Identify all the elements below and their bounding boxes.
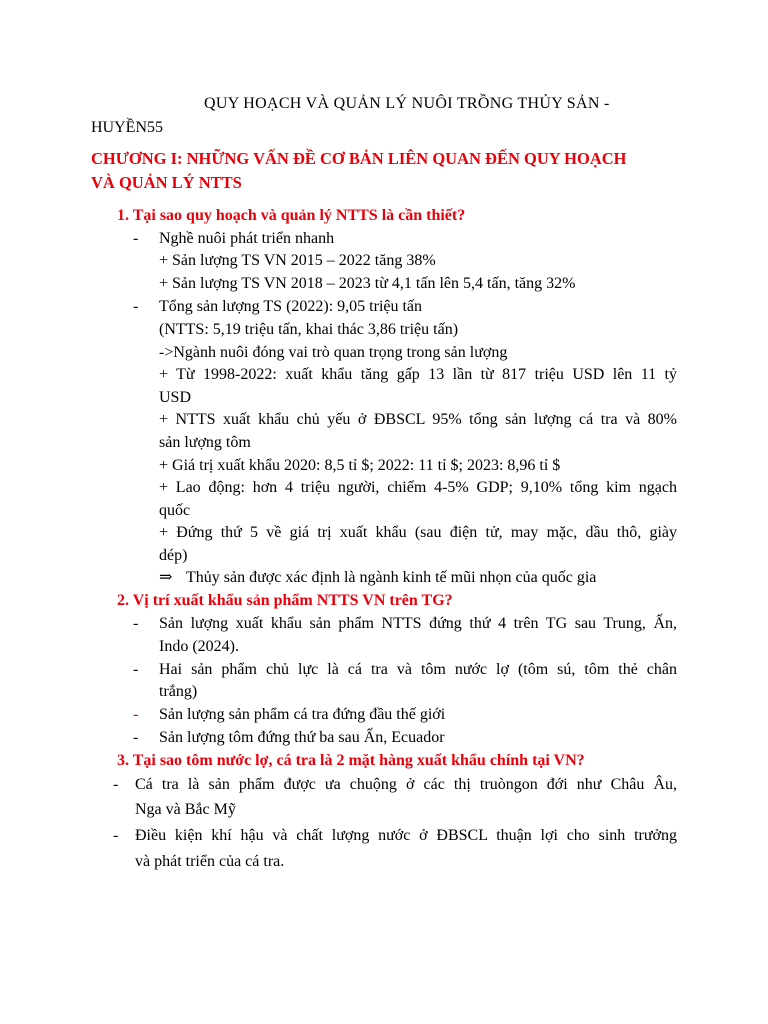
question-1-heading: 1. Tại sao quy hoạch và quản lý NTTS là cần thiết?	[117, 207, 466, 224]
q1-bullet-2-detail-4: + NTTS xuất khẩu chủ yếu ở ĐBSCL 95% tổng sản lượng cá tra và 80%	[159, 411, 677, 428]
chapter-heading-line1: CHƯƠNG I: NHỮNG VẤN ĐỀ CƠ BẢN LIÊN QUAN ĐẾN QUY HOẠCH	[91, 149, 627, 168]
q1-bullet-2: Tổng sản lượng TS (2022): 9,05 triệu tấn	[159, 298, 423, 315]
q1-bullet-2-detail-5: + Giá trị xuất khẩu 2020: 8,5 tỉ $; 2022: 11 tỉ $; 2023: 8,96 tỉ $	[159, 457, 561, 474]
bullet-dash: -	[113, 776, 119, 793]
q1-bullet-2-detail-1: (NTTS: 5,19 triệu tấn, khai thác 3,86 triệu tấn)	[159, 321, 459, 338]
q1-bullet-2-detail-7: + Đứng thứ 5 về giá trị xuất khẩu (sau điện tử, may mặc, dầu thô, giày	[159, 524, 677, 541]
q2-bullet-3: Sản lượng sản phẩm cá tra đứng đầu thế giới	[159, 706, 446, 723]
q3-bullet-2-cont: và phát triển của cá tra.	[135, 853, 285, 870]
bullet-dash: -	[113, 827, 119, 844]
bullet-dash: -	[133, 615, 139, 632]
q2-bullet-2-cont: trắng)	[159, 683, 198, 700]
q1-bullet-2-detail-6: + Lao động: hơn 4 triệu người, chiếm 4-5% GDP; 9,10% tổng kim ngạch	[159, 479, 677, 496]
document-title-line2: HUYỀN55	[91, 119, 163, 136]
q2-bullet-2: Hai sản phẩm chủ lực là cá tra và tôm nước lợ (tôm sú, tôm thẻ chân	[159, 661, 677, 678]
chapter-heading-line2: VÀ QUẢN LÝ NTTS	[91, 173, 242, 192]
bullet-dash: -	[133, 230, 139, 247]
q2-bullet-1-cont: Indo (2024).	[159, 638, 239, 655]
question-2-heading: 2. Vị trí xuất khẩu sản phẩm NTTS VN trên TG?	[117, 592, 453, 609]
q3-bullet-2: Điều kiện khí hậu và chất lượng nước ở ĐBSCL thuận lợi cho sinh trưởng	[135, 827, 677, 844]
q1-bullet-2-detail-6-cont: quốc	[159, 502, 191, 519]
bullet-dash-red: -	[133, 706, 139, 723]
bullet-dash: -	[133, 298, 139, 315]
bullet-dash: -	[133, 661, 139, 678]
q1-bullet-2-detail-3: + Từ 1998-2022: xuất khẩu tăng gấp 13 lần từ 817 triệu USD lên 11 tỷ	[159, 366, 677, 383]
q1-bullet-1-detail-2: + Sản lượng TS VN 2018 – 2023 từ 4,1 tấn lên 5,4 tấn, tăng 32%	[159, 275, 576, 292]
q2-bullet-1: Sản lượng xuất khẩu sản phẩm NTTS đứng thứ 4 trên TG sau Trung, Ấn,	[159, 615, 677, 632]
q3-bullet-1-cont: Nga và Bắc Mỹ	[135, 801, 236, 818]
q1-bullet-2-detail-3-cont: USD	[159, 389, 192, 406]
q1-bullet-1-detail-1: + Sản lượng TS VN 2015 – 2022 tăng 38%	[159, 252, 436, 269]
q1-bullet-2-detail-7-cont: dép)	[159, 547, 188, 564]
q1-bullet-1: Nghề nuôi phát triển nhanh	[159, 230, 335, 247]
implies-arrow-icon: ⇒	[159, 569, 173, 586]
q1-bullet-2-detail-2: ->Ngành nuôi đóng vai trò quan trọng trong sản lượng	[159, 344, 508, 361]
q3-bullet-1: Cá tra là sản phẩm được ưa chuộng ở các thị truòngon đới như Châu Âu,	[135, 776, 677, 793]
bullet-dash: -	[133, 729, 139, 746]
q2-bullet-4: Sản lượng tôm đứng thứ ba sau Ấn, Ecuador	[159, 729, 445, 746]
question-3-heading: 3. Tại sao tôm nước lợ, cá tra là 2 mặt hàng xuất khẩu chính tại VN?	[117, 752, 585, 769]
q1-conclusion: Thủy sản được xác định là ngành kinh tế mũi nhọn của quốc gia	[186, 569, 597, 586]
q1-bullet-2-detail-4-cont: sản lượng tôm	[159, 434, 251, 451]
document-title-line1: QUY HOẠCH VÀ QUẢN LÝ NUÔI TRỒNG THỦY SẢN -	[204, 95, 610, 112]
